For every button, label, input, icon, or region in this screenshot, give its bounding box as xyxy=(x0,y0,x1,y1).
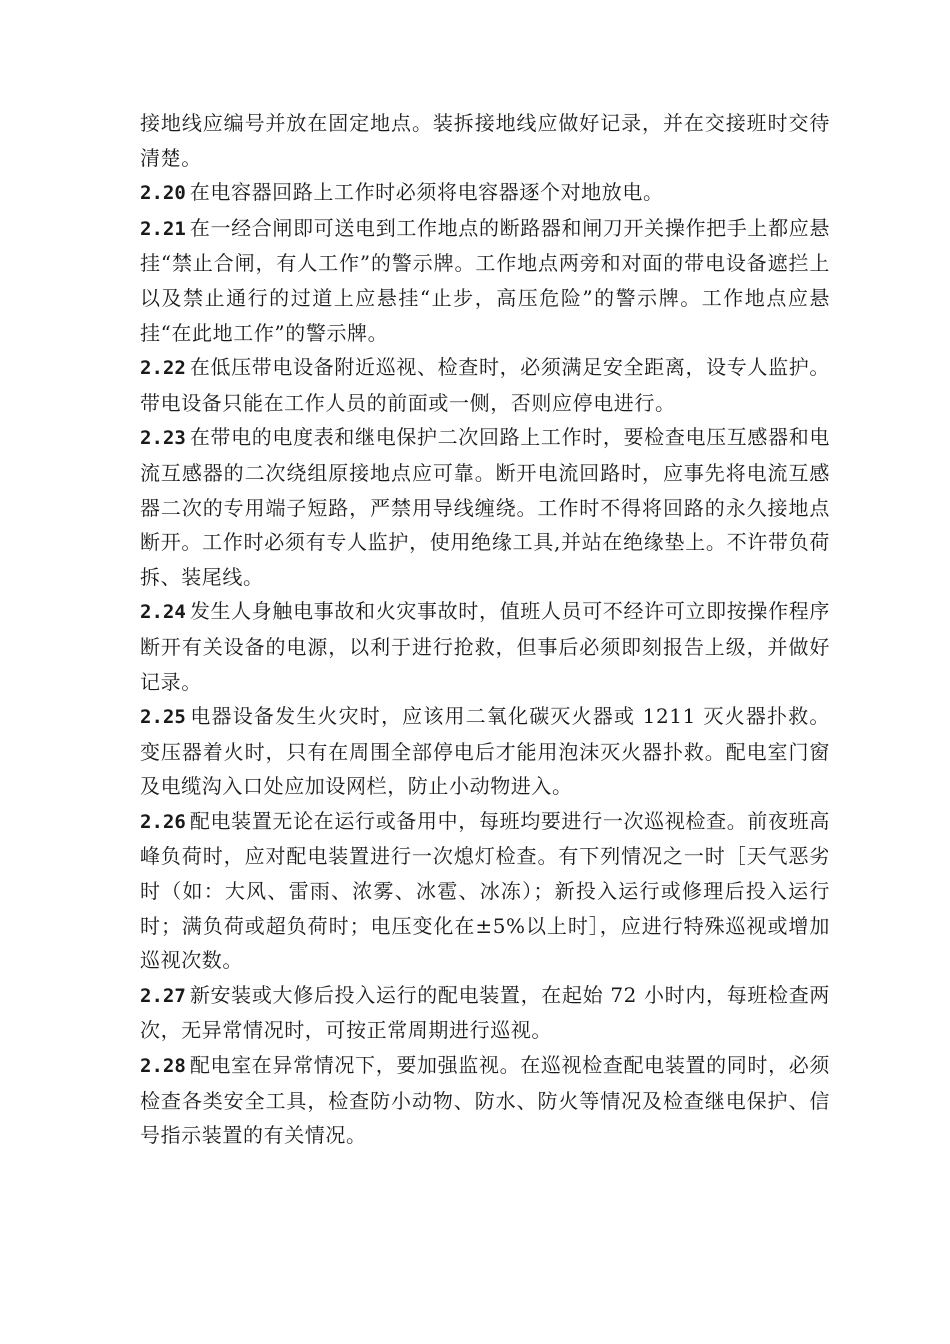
section-number: 2.28 xyxy=(140,1055,186,1078)
paragraph-2-27 xyxy=(140,978,830,1048)
paragraph-2-28 xyxy=(140,1048,830,1153)
paragraph-2-20 xyxy=(140,175,830,211)
paragraph-2-23 xyxy=(140,420,830,594)
paragraph-text: 接地线应编号并放在固定地点。装拆接地线应做好记录，并在交接班时交待清楚。 xyxy=(140,111,830,170)
paragraph-text: 配电装置无论在运行或备用中，每班均要进行一次巡视检查。前夜班高峰负荷时，应对配电装置进行一次熄灯检查。有下列情况之一时［天气恶劣时（如：大风、雷雨、浓雾、冰雹、冰冻）；新投入运行或修理后投入运行时；满负荷或超负荷时；电压变化在±5%以上时］，应进行特殊巡视或增加巡视次数。 xyxy=(140,808,830,973)
paragraph-2-26 xyxy=(140,804,830,978)
section-number: 2.24 xyxy=(140,601,186,624)
paragraph-text: 发生人身触电事故和火灾事故时，值班人员可不经许可立即按操作程序断开有关设备的电源，以利于进行抢救，但事后必须即刻报告上级，并做好记录。 xyxy=(140,599,830,694)
section-number: 2.27 xyxy=(140,984,186,1007)
paragraph-2-25 xyxy=(140,699,830,804)
paragraph-text: 在低压带电设备附近巡视、检查时，必须满足安全距离，设专人监护。带电设备只能在工作人员的前面或一侧，否则应停电进行。 xyxy=(140,355,830,415)
paragraph-text: 配电室在异常情况下，要加强监视。在巡视检查配电装置的同时，必须检查各类安全工具，检查防小动物、防水、防火等情况及检查继电保护、信号指示装置的有关情况。 xyxy=(140,1053,830,1148)
paragraph-text: 在带电的电度表和继电保护二次回路上工作时，要检查电压互感器和电流互感器的二次绕组原接地点应可靠。断开电流回路时，应事先将电流互感器二次的专用端子短路，严禁用导线缠绕。工作时不得将回路的永久接地点断开。工作时必须有专人监护，使用绝缘工具,并站在绝缘垫上。不许带负荷拆、装尾线。 xyxy=(140,425,830,589)
paragraph-2-24 xyxy=(140,594,830,699)
section-number: 2.21 xyxy=(140,217,186,240)
paragraph-2-21 xyxy=(140,211,830,350)
paragraph-continuation xyxy=(140,106,830,175)
section-number: 2.26 xyxy=(140,810,186,833)
paragraph-text: 在电容器回路上工作时必须将电容器逐个对地放电。 xyxy=(189,180,664,205)
paragraph-2-22 xyxy=(140,350,830,420)
section-number: 2.20 xyxy=(140,182,186,205)
document-body xyxy=(140,106,830,1153)
paragraph-text: 在一经合闸即可送电到工作地点的断路器和闸刀开关操作把手上都应悬挂“禁止合闸，有人工作”的警示牌。工作地点两旁和对面的带电设备遮拦上以及禁止通行的过道上应悬挂“止步，高压危险”的警示牌。工作地点应悬挂“在此地工作”的警示牌。 xyxy=(140,215,830,345)
section-number: 2.23 xyxy=(140,427,186,450)
section-number: 2.22 xyxy=(140,357,186,380)
section-number: 2.25 xyxy=(140,706,186,729)
paragraph-text: 新安装或大修后投入运行的配电装置，在起始 72 小时内，每班检查两次，无异常情况时，可按正常周期进行巡视。 xyxy=(140,982,830,1043)
paragraph-text: 电器设备发生火灾时，应该用二氧化碳灭火器或 1211 灭火器扑救。变压器着火时，只有在周围全部停电后才能用泡沫灭火器扑救。配电室门窗及电缆沟入口处应加设网栏，防止小动物进入。 xyxy=(140,704,830,799)
